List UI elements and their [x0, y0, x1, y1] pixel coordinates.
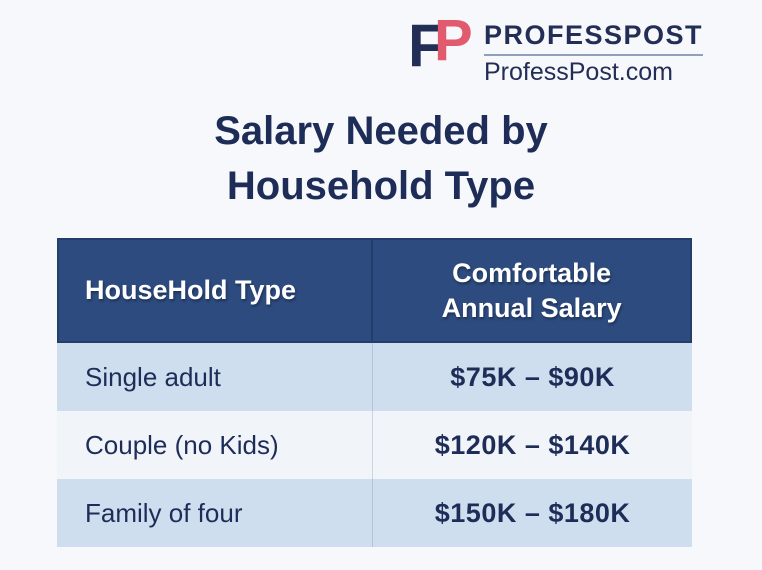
salary-table — [57, 238, 692, 547]
salary-range-cell: $120K – $140K — [434, 429, 631, 460]
column-header-salary-line2: Annual Salary — [441, 292, 622, 323]
page-title — [0, 104, 762, 214]
brand-header — [406, 8, 704, 87]
household-type-cell: Couple (no Kids) — [57, 411, 373, 479]
logo-letter-p: P — [434, 8, 473, 73]
household-type-cell: Family of four — [57, 479, 373, 547]
table-row — [57, 343, 692, 411]
table-row — [57, 411, 692, 479]
brand-text-block — [484, 12, 703, 87]
brand-fp-logo-icon — [406, 8, 484, 79]
column-header-household-type: HouseHold Type — [59, 240, 373, 341]
salary-range-cell: $150K – $180K — [434, 497, 631, 528]
salary-range-cell: $75K – $90K — [450, 361, 615, 392]
logo-letter-f: F — [408, 12, 443, 79]
table-row — [57, 479, 692, 547]
page-title-line1: Salary Needed by — [214, 109, 548, 153]
brand-name: PROFESSPOST — [484, 20, 704, 50]
brand-website: ProfessPost.com — [484, 58, 673, 86]
page-title-line2: Household Type — [226, 164, 536, 208]
brand-divider — [484, 54, 703, 56]
table-header-row — [57, 238, 692, 343]
column-header-salary-line1: Comfortable — [452, 257, 612, 288]
column-header-annual-salary — [373, 240, 690, 341]
household-type-cell: Single adult — [57, 343, 373, 411]
